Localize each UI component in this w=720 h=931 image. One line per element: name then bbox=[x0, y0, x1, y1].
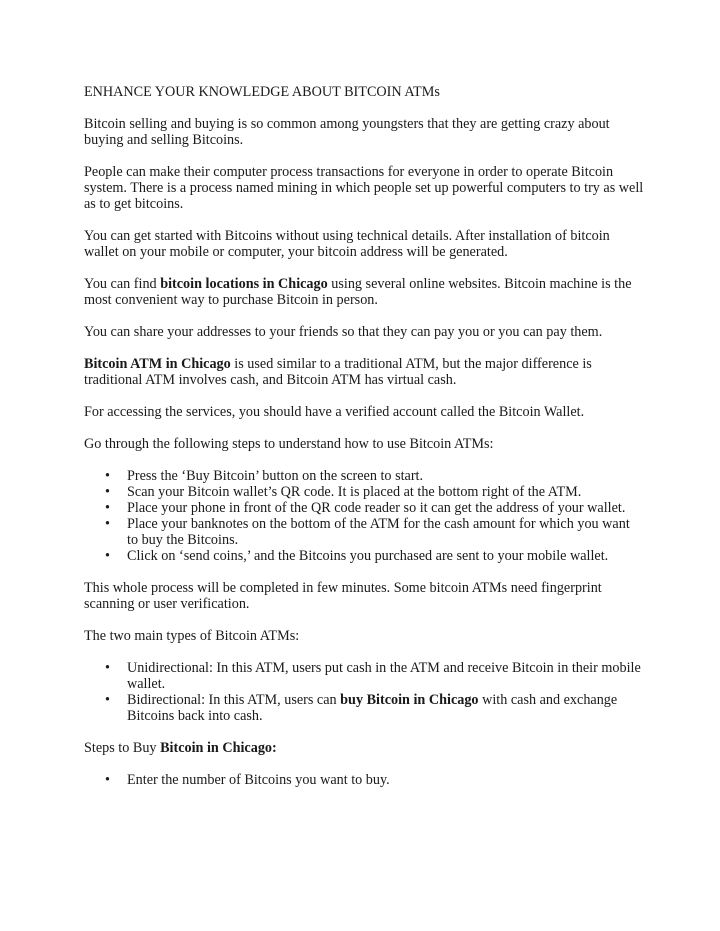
text-span: is used similar to a traditional ATM, but the major difference is traditional ATM involves cash, and Bitcoin ATM has virtual cash. bbox=[84, 356, 592, 388]
paragraph-mining: People can make their computer process transactions for everyone in order to operate Bitcoin system. There is a process named mining in which people set up powerful computers to try as well as to get bitcoins. bbox=[84, 164, 644, 212]
text-span: using several online websites. Bitcoin machine is the most convenient way to purchase Bitcoin in person. bbox=[84, 276, 632, 308]
page-title: ENHANCE YOUR KNOWLEDGE ABOUT BITCOIN ATMs bbox=[84, 84, 440, 100]
steps-list bbox=[84, 468, 644, 564]
list-item-text: Scan your Bitcoin wallet’s QR code. It is placed at the bottom right of the ATM. bbox=[127, 484, 582, 500]
bullet-icon: • bbox=[105, 484, 110, 500]
bold-link-text: Bitcoin in Chicago: bbox=[160, 740, 277, 756]
list-item bbox=[84, 516, 644, 548]
bullet-icon: • bbox=[105, 500, 110, 516]
text-span: You can find bbox=[84, 276, 161, 292]
paragraph-getting-started: You can get started with Bitcoins without using technical details. After installation of bitcoin wallet on your mobile or computer, your bitcoin address will be generated. bbox=[84, 228, 610, 260]
paragraph-buy-steps-heading bbox=[84, 740, 644, 756]
paragraph-atm-chicago bbox=[84, 356, 644, 388]
list-item bbox=[84, 660, 644, 692]
paragraph-share-address: You can share your addresses to your friends so that they can pay you or you can pay them. bbox=[84, 324, 603, 340]
list-item-text: Place your banknotes on the bottom of the ATM for the cash amount for which you want to buy the Bitcoins. bbox=[127, 516, 630, 548]
list-item-text: Place your phone in front of the QR code reader so it can get the address of your wallet. bbox=[127, 500, 626, 516]
list-item-text: Press the ‘Buy Bitcoin’ button on the screen to start. bbox=[127, 468, 424, 484]
paragraph-types-intro: The two main types of Bitcoin ATMs: bbox=[84, 628, 300, 644]
bullet-icon: • bbox=[105, 692, 110, 708]
list-item bbox=[84, 772, 644, 788]
bold-link-text: buy Bitcoin in Chicago bbox=[340, 692, 479, 708]
text-span: Steps to Buy bbox=[84, 740, 161, 756]
list-item-text: Click on ‘send coins,’ and the Bitcoins you purchased are sent to your mobile wallet. bbox=[127, 548, 609, 564]
bold-link-text: bitcoin locations in Chicago bbox=[160, 276, 328, 292]
list-item bbox=[84, 548, 644, 564]
paragraph-process-time: This whole process will be completed in few minutes. Some bitcoin ATMs need fingerprint scanning or user verification. bbox=[84, 580, 602, 612]
list-item bbox=[84, 500, 644, 516]
buy-steps-list bbox=[84, 772, 644, 788]
document-page bbox=[84, 84, 644, 804]
list-item-text: Bidirectional: In this ATM, users can bbox=[127, 692, 341, 708]
types-list bbox=[84, 660, 644, 724]
bold-link-text: Bitcoin ATM in Chicago bbox=[84, 356, 231, 372]
bullet-icon: • bbox=[105, 548, 110, 564]
list-item bbox=[84, 692, 644, 724]
bullet-icon: • bbox=[105, 660, 110, 676]
list-item-text: Unidirectional: In this ATM, users put cash in the ATM and receive Bitcoin in their mobile wallet. bbox=[127, 660, 641, 692]
paragraph-intro: Bitcoin selling and buying is so common among youngsters that they are getting crazy about buying and selling Bitcoins. bbox=[84, 116, 610, 148]
paragraph-locations bbox=[84, 276, 644, 308]
bullet-icon: • bbox=[105, 772, 110, 788]
list-item bbox=[84, 484, 644, 500]
list-item bbox=[84, 468, 644, 484]
paragraph-wallet: For accessing the services, you should have a verified account called the Bitcoin Wallet. bbox=[84, 404, 585, 420]
bullet-icon: • bbox=[105, 516, 110, 532]
list-item-text: Enter the number of Bitcoins you want to buy. bbox=[127, 772, 390, 788]
bullet-icon: • bbox=[105, 468, 110, 484]
paragraph-steps-intro: Go through the following steps to understand how to use Bitcoin ATMs: bbox=[84, 436, 494, 452]
list-item-text: with cash and exchange Bitcoins back into cash. bbox=[127, 692, 618, 724]
